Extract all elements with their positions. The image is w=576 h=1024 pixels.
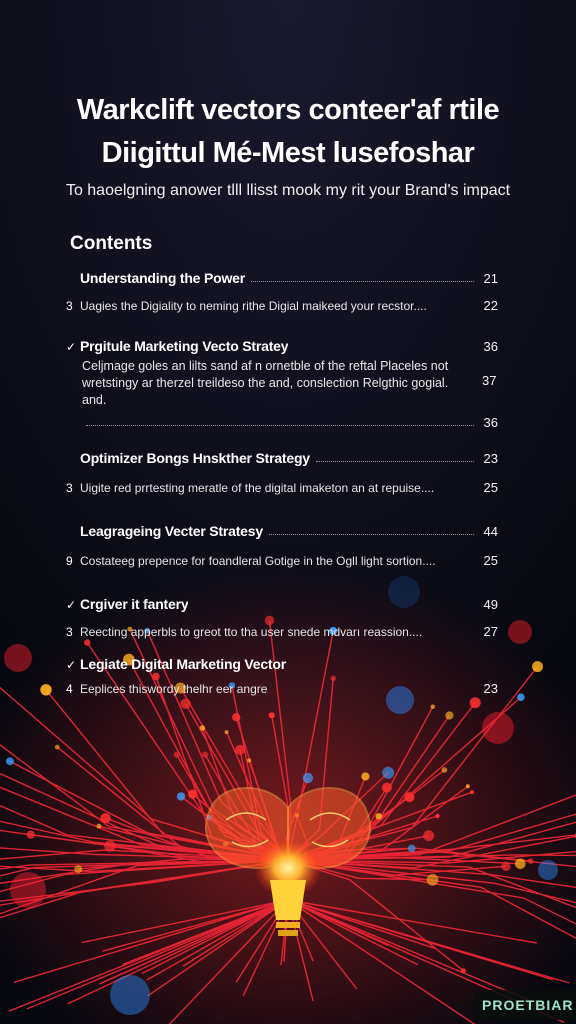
check-icon: ✓ [66, 658, 77, 672]
dot-leader [316, 460, 474, 462]
toc-entry-title: Uigite red prrtesting meratle of the digital imaketon an at repuise.... [80, 481, 435, 495]
toc-entry-title: Costateeg prepence for foandleral Gotige in the Ogll light sortion.... [80, 554, 436, 568]
dot-leader [273, 691, 474, 692]
toc-subentry[interactable] [66, 415, 498, 430]
dot-leader [442, 563, 474, 564]
toc-subentry[interactable] [66, 480, 498, 495]
contents-heading: Contents [70, 233, 153, 254]
toc-page-number: 37 [482, 373, 497, 388]
toc-page-number: 27 [483, 624, 498, 639]
toc-entry-title: Uagies the Digiality to neming rithe Digial maikeed your recstor.... [80, 299, 427, 313]
toc-page-number: 22 [483, 298, 498, 313]
dot-leader [194, 607, 474, 608]
toc-entry-marker: 3 [66, 481, 73, 495]
toc-entry-title: Eeplices thiswordy thelhr eer angre [80, 682, 268, 696]
toc-entry-title: Reecting apperbls to greot tto tha user snede mdvarı reassion.... [80, 625, 423, 639]
toc-page-number: 49 [483, 597, 498, 612]
toc-page-number: 23 [483, 681, 498, 696]
dot-leader [292, 667, 474, 668]
toc-entry-title: Optimizer Bongs Hnskther Strategy [80, 450, 310, 466]
toc-entry-title: Prgitule Marketing Vecto Stratey [80, 338, 289, 354]
toc-subentry[interactable] [66, 624, 498, 639]
dot-leader [428, 634, 474, 635]
toc-page-number: 25 [483, 553, 498, 568]
toc-entry[interactable] [66, 450, 498, 466]
toc-page-number: 25 [483, 480, 498, 495]
toc-entry[interactable] [66, 656, 498, 672]
check-icon: ✓ [66, 598, 77, 612]
toc-entry-marker: 9 [66, 554, 73, 568]
toc-entry[interactable] [66, 523, 498, 539]
toc-entry-title: Leagrageing Vecter Stratesy [80, 523, 263, 539]
page-title-line-1: Warkclift vectors conteer'af rtile [76, 94, 500, 126]
dot-leader [440, 490, 474, 491]
page-subtitle: To haoelgning anower tlll llisst mook my rit your Brand's impact [65, 182, 511, 199]
dot-leader [86, 424, 474, 426]
toc-entry-marker: 4 [66, 682, 73, 696]
toc-subentry[interactable] [66, 553, 498, 568]
toc-entry-marker: 3 [66, 625, 73, 639]
toc-entry[interactable] [66, 338, 498, 354]
watermark-badge: PROETBIAR [474, 990, 576, 1020]
toc-page-number: 36 [483, 339, 498, 354]
toc-subentry[interactable] [66, 298, 498, 313]
toc-entry-title: Crgiver it fantery [80, 596, 189, 612]
check-icon: ✓ [66, 340, 77, 354]
toc-entry-description: Celjmage goles an lilts sand af n ornetble of the reftal Placeles not wretstingy ar therzel treildeso the and, conslection Relgthic gogial. and. [82, 359, 449, 407]
toc-page-number: 44 [483, 524, 498, 539]
toc-entry[interactable] [66, 596, 498, 612]
toc-entry-title: Legiate Digital Marketing Vector [80, 656, 286, 672]
dot-leader [251, 280, 474, 282]
toc-page-number: 23 [483, 451, 498, 466]
toc-entry[interactable] [66, 270, 498, 286]
page-title-line-2: Diigittul Mé-Mest lusefoshar [101, 137, 475, 169]
toc-subentry[interactable] [66, 681, 498, 696]
toc-page-number: 36 [483, 415, 498, 430]
toc-entry-title: Understanding the Power [80, 270, 245, 286]
toc-entry-marker: 3 [66, 299, 73, 313]
dot-leader [269, 533, 474, 535]
dot-leader [433, 308, 474, 309]
toc-page-number: 21 [483, 271, 498, 286]
dot-leader [294, 349, 474, 350]
